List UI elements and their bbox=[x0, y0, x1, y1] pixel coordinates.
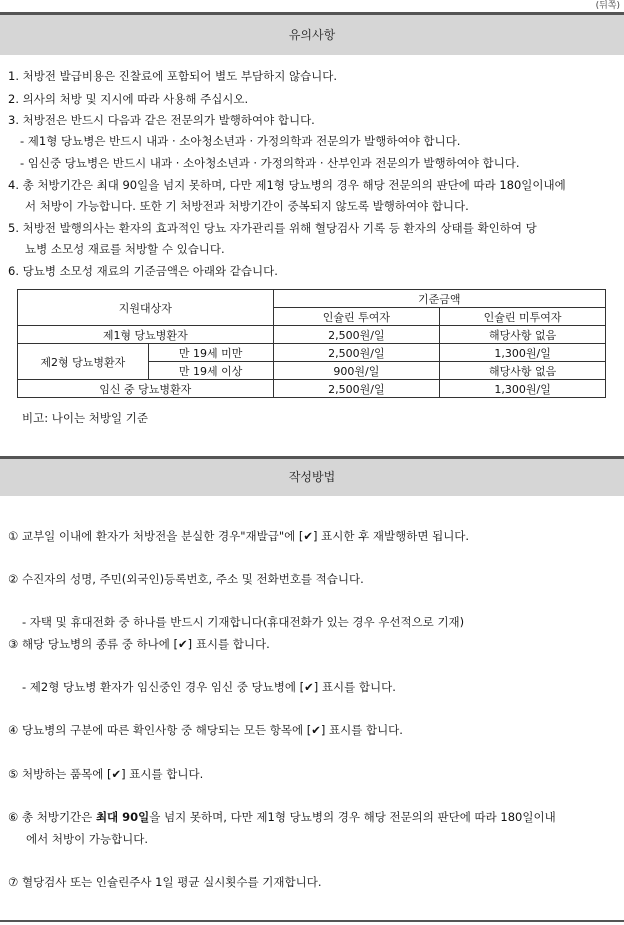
table-header-row bbox=[18, 290, 606, 308]
notice-item: 3. 처방전은 반드시 다음과 같은 전문의가 발행하여야 합니다. bbox=[8, 113, 315, 127]
instruction-item: ⑦ 혈당검사 또는 인슐린주사 1일 평균 실시횟수를 기재합니다. bbox=[8, 875, 322, 889]
table-cell: 해당사항 없음 bbox=[440, 362, 606, 380]
instruction-item: ① 교부일 이내에 환자가 처방전을 분실한 경우"재발급"에 [✔] 표시한 후 재발행하면 됩니다. bbox=[8, 529, 470, 543]
instruction-text: 을 넘지 못하며, 다만 제1형 당뇨병의 경우 해당 전문의의 판단에 따라 180일이내 bbox=[149, 810, 556, 824]
table-cell: 1,300원/일 bbox=[440, 380, 606, 398]
instruction-subitem: - 자택 및 휴대전화 중 하나를 반드시 기재합니다(휴대전화가 있는 경우 우선적으로 기재) bbox=[22, 615, 465, 629]
table-cell: 제2형 당뇨병환자 bbox=[18, 344, 149, 380]
header-amount: 기준금액 bbox=[273, 290, 605, 308]
table-cell: 2,500원/일 bbox=[273, 326, 440, 344]
table-note: 비고: 나이는 처방일 기준 bbox=[22, 411, 148, 425]
bottom-divider bbox=[0, 920, 624, 922]
table-cell: 해당사항 없음 bbox=[440, 326, 606, 344]
fee-table bbox=[17, 289, 606, 398]
header-target: 지원대상자 bbox=[18, 290, 274, 326]
notice-subitem: - 임신중 당뇨병은 반드시 내과 · 소아청소년과 · 가정의학과 · 산부인과 전문의가 발행하여야 합니다. bbox=[20, 156, 520, 170]
page-side-note: (뒤쪽) bbox=[595, 1, 620, 11]
table-cell: 만 19세 미만 bbox=[148, 344, 273, 362]
notice-subitem: - 제1형 당뇨병은 반드시 내과 · 소아청소년과 · 가정의학과 전문의가 발행하여야 합니다. bbox=[20, 134, 461, 148]
instruction-item: ② 수진자의 성명, 주민(외국인)등록번호, 주소 및 전화번호를 적습니다. bbox=[8, 572, 364, 586]
table-cell: 제1형 당뇨병환자 bbox=[18, 326, 274, 344]
table-row bbox=[18, 380, 606, 398]
notice-item: 4. 총 처방기간은 최대 90일을 넘지 못하며, 다만 제1형 당뇨병의 경우 해당 전문의의 판단에 따라 180일이내에 bbox=[8, 178, 566, 192]
instruction-item: ④ 당뇨병의 구분에 따른 확인사항 중 해당되는 모든 항목에 [✔] 표시를 합니다. bbox=[8, 723, 403, 737]
section-title-instructions: 작성방법 bbox=[0, 456, 624, 496]
instruction-item: ⑤ 처방하는 품목에 [✔] 표시를 합니다. bbox=[8, 767, 204, 781]
notice-item: 6. 당뇨병 소모성 재료의 기준금액은 아래와 같습니다. bbox=[8, 264, 278, 278]
table-cell: 1,300원/일 bbox=[440, 344, 606, 362]
notice-item-continued: 서 처방이 가능합니다. 또한 기 처방전과 처방기간이 중복되지 않도록 발행하여야 합니다. bbox=[25, 199, 469, 213]
table-cell: 900원/일 bbox=[273, 362, 440, 380]
notice-item: 1. 처방전 발급비용은 진찰료에 포함되어 별도 부담하지 않습니다. bbox=[8, 69, 338, 83]
notice-item-continued: 뇨병 소모성 재료를 처방할 수 있습니다. bbox=[25, 242, 225, 256]
section-title-notice: 유의사항 bbox=[0, 12, 624, 55]
instruction-text: ⑥ 총 처방기간은 bbox=[8, 810, 96, 824]
table-cell: 만 19세 이상 bbox=[148, 362, 273, 380]
table-row bbox=[18, 326, 606, 344]
header-insulin: 인슐린 투여자 bbox=[273, 308, 440, 326]
table-cell: 2,500원/일 bbox=[273, 380, 440, 398]
instruction-emphasis: 최대 90일 bbox=[95, 810, 150, 824]
instruction-item: ③ 해당 당뇨병의 종류 중 하나에 [✔] 표시를 합니다. bbox=[8, 637, 270, 651]
instruction-item-continued: 에서 처방이 가능합니다. bbox=[26, 832, 149, 846]
notice-item: 2. 의사의 처방 및 지시에 따라 사용해 주십시오. bbox=[8, 92, 249, 106]
instruction-subitem: - 제2형 당뇨병 환자가 임신중인 경우 임신 중 당뇨병에 [✔] 표시를 합니다. bbox=[22, 680, 396, 694]
instruction-item bbox=[8, 809, 556, 825]
notice-item: 5. 처방전 발행의사는 환자의 효과적인 당뇨 자가관리를 위해 혈당검사 기록 등 환자의 상태를 확인하여 당 bbox=[8, 221, 537, 235]
table-cell: 2,500원/일 bbox=[273, 344, 440, 362]
table-row bbox=[18, 344, 606, 362]
table-cell: 임신 중 당뇨병환자 bbox=[18, 380, 274, 398]
header-no-insulin: 인슐린 미투여자 bbox=[440, 308, 606, 326]
